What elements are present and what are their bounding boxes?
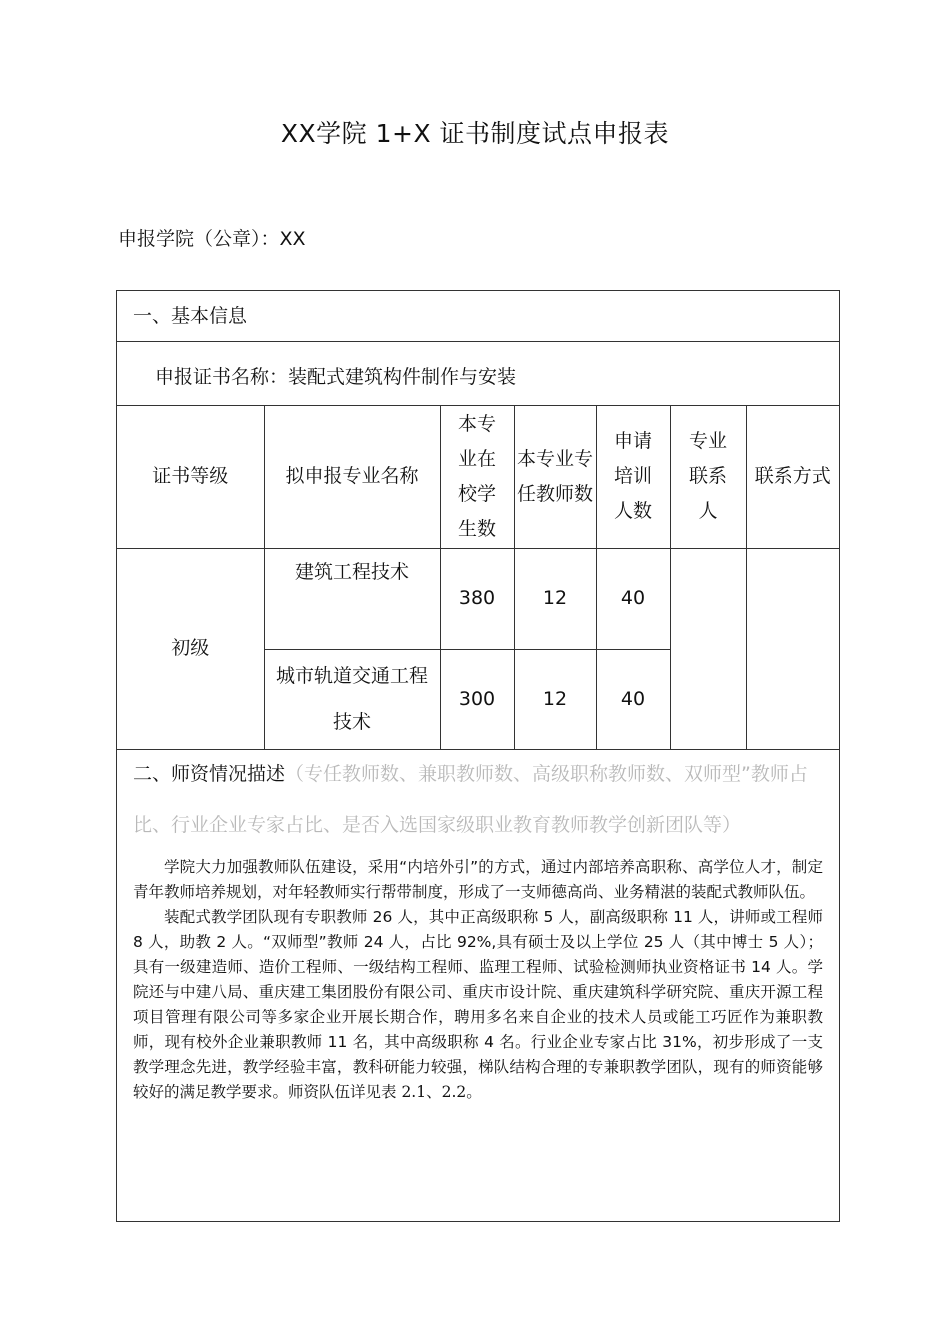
- major-cell: [264, 548, 440, 649]
- applicant-college-label: 申报学院（公章）：XX: [118, 228, 306, 250]
- header-students: [440, 406, 514, 548]
- major-cell: [264, 649, 440, 749]
- header-level: [117, 406, 264, 548]
- students-cell: [440, 548, 514, 649]
- students-cell: [440, 649, 514, 749]
- header-teachers: [514, 406, 596, 548]
- level-cell: [117, 548, 264, 749]
- header-major-text: 拟申报专业名称: [285, 465, 419, 488]
- header-trainees-text: 申请培训人数: [613, 430, 652, 523]
- trainees-value: 40: [620, 687, 646, 710]
- certificate-name-row: [117, 342, 839, 406]
- table-row: [117, 548, 839, 649]
- level-value: 初级: [171, 637, 210, 659]
- basic-info-section: [117, 291, 839, 342]
- teachers-cell: [514, 548, 596, 649]
- document-title: XX学院 1+X 证书制度试点申报表: [280, 119, 670, 148]
- faculty-paragraph-1: 学院大力加强教师队伍建设，采用“内培外引”的方式，通过内部培养高职称、高学位人才，制定青年教师培养规划，对年轻教师实行帮带制度，形成了一支师德高尚、业务精湛的装配式教师队伍。: [133, 858, 823, 901]
- faculty-heading: 二、师资情况描述: [133, 763, 286, 785]
- teachers-cell: [514, 649, 596, 749]
- students-value: 380: [458, 587, 496, 609]
- faculty-hint: （专任教师数、兼职教师数、高级职称教师数、双师型”教师占比、行业企业专家占比、是否入选国家级职业教育教师教学创新团队等）: [133, 763, 808, 836]
- header-teachers-text: 本专业专任教师数: [516, 447, 593, 505]
- header-contact-person: [670, 406, 746, 548]
- students-value: 300: [458, 687, 496, 710]
- contact-info-cell: [746, 548, 839, 749]
- trainees-value: 40: [620, 587, 646, 609]
- trainees-cell: [596, 548, 670, 649]
- faculty-section: [117, 749, 839, 1105]
- teachers-value: 12: [542, 587, 568, 609]
- certificate-name-label: 申报证书名称：装配式建筑构件制作与安装: [155, 366, 517, 388]
- major-name: 城市轨道交通工程技术: [275, 665, 428, 733]
- faculty-paragraph-2-tail: 师资队伍详见表 2.1、2.2。: [288, 1083, 482, 1101]
- header-contact-info-text: 联系方式: [754, 465, 831, 488]
- header-contact-info: [746, 406, 839, 548]
- teachers-value: 12: [542, 687, 568, 710]
- faculty-description: [117, 851, 839, 1105]
- faculty-paragraph-2-text: 装配式教学团队现有专职教师 26 人，其中正高级职称 5 人，副高级职称 11 人，讲师或工程师 8 人，助教 2 人。“双师型”教师 24 人，占比 92%,具有硕士及以上学位 25 人（其中博士 5 人）；具有一级建造师、造价工程师、一级结构工程师、监理工程师、试验检测师执业资格证书 14 人。学院还与中建八局、重庆建工集团股份有限公司、重庆市设计院、重庆建筑科学研究院、重庆开源工程项目管理有限公司等多家企业开展长期合作，聘用多名来自企业的技术人员或能工巧匠作为兼职教师，现有校外企业兼职教师 11 名，其中高级职称 4 名。行业企业专家占比 31%，初步形成了一支教学理念先进，教学经验丰富，教科研能力较强，梯队结构合理的专兼职教学团队，现有的师资能够较好的满足教学要求。: [133, 908, 823, 1101]
- major-info-table: [117, 406, 839, 750]
- header-major: [264, 406, 440, 548]
- basic-info-heading: 一、基本信息: [133, 305, 248, 327]
- application-form: [116, 290, 840, 1222]
- contact-person-cell: [670, 548, 746, 749]
- major-name: 建筑工程技术: [294, 560, 409, 583]
- faculty-section-header: [117, 749, 839, 851]
- table-header-row: [117, 406, 839, 548]
- faculty-paragraph-2: [133, 905, 823, 1105]
- trainees-cell: [596, 649, 670, 749]
- header-students-text: 本专业在校学生数: [457, 412, 496, 540]
- header-contact-person-text: 专业联系人: [688, 430, 727, 523]
- header-level-text: 证书等级: [152, 465, 229, 488]
- header-trainees: [596, 406, 670, 548]
